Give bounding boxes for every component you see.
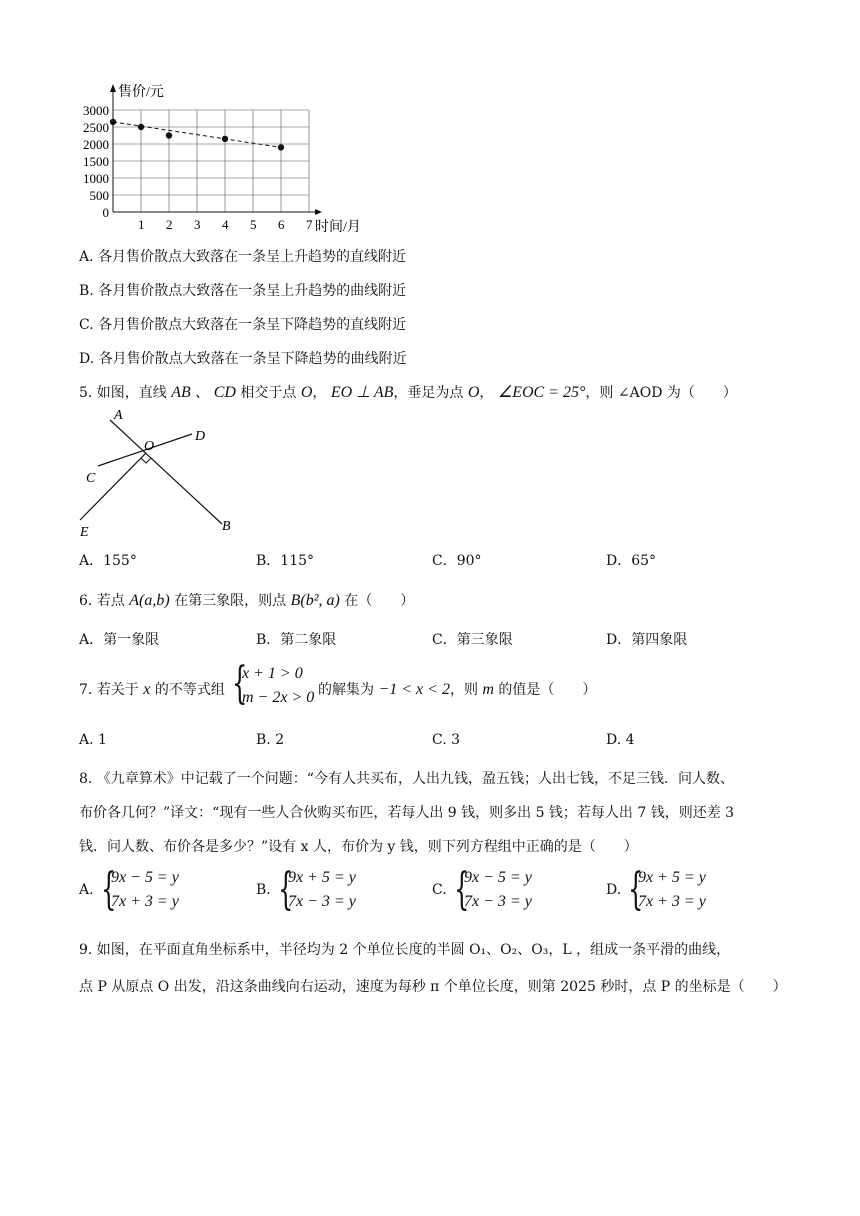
label-o: O [144,439,155,454]
q5-prefix: 5. 如图，直线 [79,385,167,401]
y-tick-label-2500: 2500 [83,120,109,135]
q8-line-2: 布价各几何？”译文：“现有一些人合伙购买布匹，若每人出 9 钱，则多出 5 钱；若每人出 7 钱，则还差 3 [79,805,735,821]
q5-cd: CD [213,384,236,401]
y-tick-label-1000: 1000 [83,171,109,186]
chart-svg [70,78,390,238]
q7-eq1: x + 1 > 0 [242,665,303,682]
x-tick-label-5: 5 [250,217,257,232]
q8-option-b-eq1: 9x + 5 = y [288,869,356,886]
x-tick-label-6: 6 [278,217,285,232]
q8-option-d-system [638,866,706,914]
q7-stem-left [79,679,225,699]
q7-text-a: 7. 若关于 [79,682,139,698]
right-angle-mark [141,458,151,463]
q8-option-c-eq1: 9x − 5 = y [464,869,532,886]
q7-text-b: 的不等式组 [154,682,225,698]
x-tick-label-4: 4 [222,217,229,232]
data-point-0 [110,119,116,125]
label-b: B [222,519,231,534]
q9-line-1: 9. 如图，在平面直角坐标系中，半径均为 2 个单位长度的半圆 O₁、O₂、O₃，L ，组成一条平滑的曲线， [79,942,731,958]
q8-option-b-system [288,866,356,914]
q5-condition: ∠EOC = 25° [497,384,586,401]
label-d: D [195,429,206,444]
q5-end: ，则 ∠AOD 为（ ） [585,385,737,401]
q6-text-c: 在（ ） [344,593,415,609]
q6-text-b: 在第三象限，则点 [174,593,287,609]
q8-option-d-label: D. [606,882,622,898]
q5-comma: ， [312,385,327,401]
q5-ab: AB [171,384,191,401]
q8-option-d [606,866,776,918]
q8-option-a-system [111,866,179,914]
data-point-4 [278,144,284,150]
q5-mid2: ，垂足为点 [393,385,464,401]
q5-perp: EO ⊥ AB [330,384,394,401]
q6-option-d: D．第四象限 [606,632,688,648]
x-axis-title: 时间/月 [315,220,361,235]
q6-point-a: A(a,b) [129,592,170,609]
q5-stem [79,382,737,402]
q5-mid1: 相交于点 [240,385,297,401]
q7-stem-right [318,679,596,699]
y-tick-label-3000: 3000 [83,103,109,118]
q8-option-c-label: C. [432,882,447,898]
q6-option-c: C．第三象限 [432,632,513,648]
y-tick-label-2000: 2000 [83,137,109,152]
q8-option-c-eq2: 7x − 3 = y [464,893,532,910]
q7-option-c: C. 3 [432,732,461,748]
label-e: E [80,525,89,540]
q5-figure [74,404,244,540]
q5-comma-2: ， [479,385,494,401]
q4-option-b: B. 各月售价散点大致落在一条呈上升趋势的曲线附近 [79,283,407,299]
q8-option-a [79,866,249,918]
y-tick-label-1500: 1500 [83,154,109,169]
q6-option-a: A．第一象限 [79,632,160,648]
q5-option-a: A．155° [79,553,137,569]
data-point-3 [222,136,228,142]
q8-option-a-label: A. [79,882,94,898]
q6-point-b: B(b², a) [290,592,340,609]
price-scatter-chart [70,78,390,238]
q6-stem [79,590,414,610]
q4-option-d: D. 各月售价散点大致落在一条呈下降趋势的曲线附近 [79,351,407,367]
q5-o: O [300,384,313,401]
x-tick-label-7: 7 [306,217,313,232]
y-axis-arrow [110,84,116,92]
q8-option-a-brace: { [101,864,117,915]
q8-option-d-eq1: 9x + 5 = y [638,869,706,886]
q7-brace: { [232,658,248,709]
q7-text-e: 的值是（ ） [498,682,597,698]
q8-option-c-brace: { [454,864,470,915]
q4-option-a: A. 各月售价散点大致落在一条呈上升趋势的直线附近 [79,249,407,265]
q7-text-d: ，则 [449,682,478,698]
q8-option-d-brace: { [628,864,644,915]
q7-x: x [143,681,151,698]
q7-range: −1 < x < 2 [378,681,450,698]
q8-option-b [256,866,426,918]
q8-option-a-eq2: 7x + 3 = y [111,893,179,910]
q4-option-c: C. 各月售价散点大致落在一条呈下降趋势的直线附近 [79,317,407,333]
q8-option-b-brace: { [278,864,294,915]
q5-option-d: D．65° [606,553,657,569]
y-axis-title: 售价/元 [118,85,164,100]
y-tick-label-500: 500 [89,188,109,203]
q5-option-b: B．115° [256,553,315,569]
x-axis-arrow [315,209,322,215]
q8-line-3: 钱．问人数、布价各是多少？”设有 x 人，布价为 y 钱，则下列方程组中正确的是（ ） [79,839,638,855]
q7-text-c: 的解集为 [318,682,374,698]
q7-option-b: B. 2 [256,732,285,748]
x-tick-label-2: 2 [166,217,173,232]
q8-line-1: 8. 《九章算术》中记载了一个问题：“今有人共买布，人出九钱，盈五钱；人出七钱，不足三钱．问人数、 [79,771,734,787]
q5-option-c: C．90° [432,553,482,569]
q7-system [242,662,314,710]
ray-oe [80,453,146,520]
q8-option-c-system [464,866,532,914]
y-tick-label-0: 0 [102,205,109,220]
q7-option-a: A. 1 [79,732,107,748]
q7-m: m [482,681,494,698]
q8-option-b-eq2: 7x − 3 = y [288,893,356,910]
q5-o-2: O [467,384,480,401]
q8-option-c [432,866,602,918]
x-tick-label-3: 3 [194,217,201,232]
q6-text-a: 6. 若点 [79,593,125,609]
data-point-1 [138,124,144,130]
x-tick-label-1: 1 [138,217,145,232]
data-point-2 [166,132,172,138]
q8-option-a-eq1: 9x − 5 = y [111,869,179,886]
label-c: C [86,471,96,486]
q7-eq2: m − 2x > 0 [242,689,315,706]
label-a: A [114,408,123,423]
q7-option-d: D. 4 [606,732,635,748]
q8-option-d-eq2: 7x + 3 = y [638,893,706,910]
q9-line-2: 点 P 从原点 O 出发，沿这条曲线向右运动，速度为每秒 π 个单位长度，则第 2025 秒时，点 P 的坐标是（ ） [79,979,787,995]
q6-option-b: B．第二象限 [256,632,337,648]
q8-option-b-label: B. [256,882,271,898]
q5-sep: 、 [195,385,210,401]
